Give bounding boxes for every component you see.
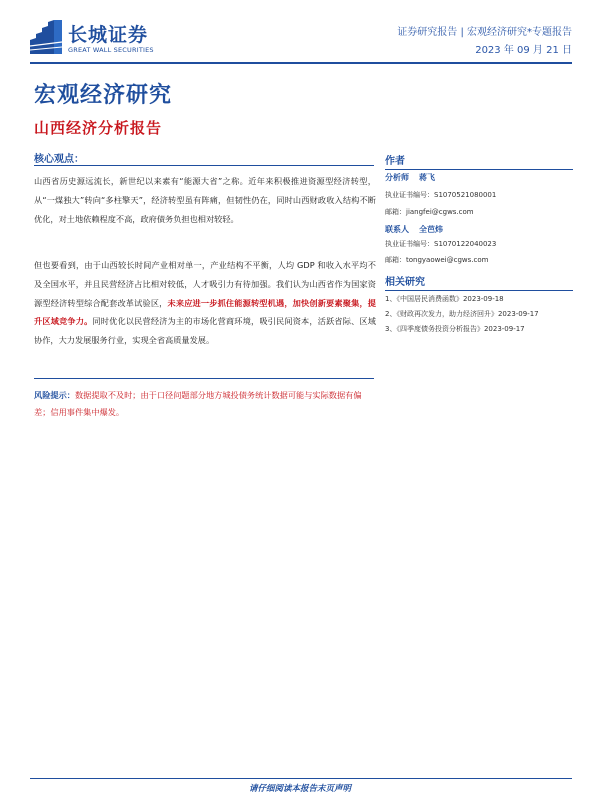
contact-line: [385, 224, 443, 235]
company-logo: [30, 20, 170, 60]
analyst-role: 分析师: [385, 173, 409, 182]
related-item-2[interactable]: 2、《财政再次发力，助力经济回升》2023-09-17: [385, 310, 539, 318]
logo-english-name: GREAT WALL SECURITIES: [68, 46, 154, 54]
related-research-heading: 相关研究: [385, 273, 573, 291]
core-paragraph-2-emphasis: 未来应进一步抓住能源转型机遇，加快创新要素聚集，提升区域竞争力。: [34, 297, 376, 327]
contact-role: 联系人: [385, 225, 409, 234]
logo-chinese-name: 长城证券: [68, 24, 149, 46]
analyst-name: 蒋飞: [419, 173, 435, 182]
analyst-line: [385, 172, 435, 183]
header-divider: [30, 62, 572, 64]
contact-certificate: 执业证书编号：S1070122040023: [385, 240, 497, 248]
header-meta: [397, 24, 572, 60]
core-paragraph-2-text-a: 但也要看到，由于山西较长时间产业相对单一，产业结构不平衡，人均 GDP 和收入水平均不及全国水平，并且民营经济占比相对较低，人才吸引力有待加强。我们认为山西省作为国家资源型经济转型综合配套改革试验区，: [34, 260, 376, 308]
footer-disclaimer: 请仔细阅读本报告末页声明: [248, 784, 351, 794]
report-type: 证券研究报告 | 宏观经济研究*专题报告: [397, 27, 572, 38]
risk-label: 风险提示：: [34, 390, 75, 400]
footer-divider: [30, 778, 572, 779]
core-views-heading: 核心观点：: [34, 154, 84, 165]
core-paragraph-2-text-b: 同时优化以民营经济为主的市场化营商环境，吸引民间资本，活跃省际、区域协作，大力发展服务行业，实现全省高质量发展。: [34, 316, 376, 346]
analyst-certificate: 执业证书编号：S1070521080001: [385, 191, 497, 199]
contact-name: 全芭炜: [419, 225, 443, 234]
core-views-divider: [34, 165, 374, 166]
related-item-3[interactable]: 3、《四季度债务投资分析报告》2023-09-17: [385, 325, 525, 333]
risk-divider: [34, 378, 374, 379]
core-paragraph-1: 山西省历史源远流长，新世纪以来素有“能源大省”之称。近年来积极推进资源型经济转型，从“一煤独大”转向“多柱擎天”，经济转型虽有阵痛，但韧性仍在，同时山西财政收入结构不断优化，对土地依赖程度不高，政府债务负担也相对较轻。: [34, 176, 376, 224]
risk-text: 数据提取不及时；由于口径问题部分地方城投债务统计数据可能与实际数据有偏差；信用事件集中爆发。: [34, 390, 362, 417]
analyst-email[interactable]: 邮箱：jiangfei@cgws.com: [385, 208, 474, 216]
related-item-1[interactable]: 1、《中国居民消费函数》2023-09-18: [385, 295, 504, 303]
contact-email[interactable]: 邮箱：tongyaowei@cgws.com: [385, 256, 489, 264]
core-paragraph-2: [34, 256, 376, 350]
authors-heading: 作者: [385, 152, 573, 170]
great-wall-logo-icon: [30, 20, 62, 54]
risk-warning: [34, 387, 376, 421]
report-subtitle: 山西经济分析报告: [34, 119, 163, 137]
report-date: 2023 年 09 月 21 日: [475, 45, 572, 56]
page-title: 宏观经济研究: [34, 82, 173, 108]
